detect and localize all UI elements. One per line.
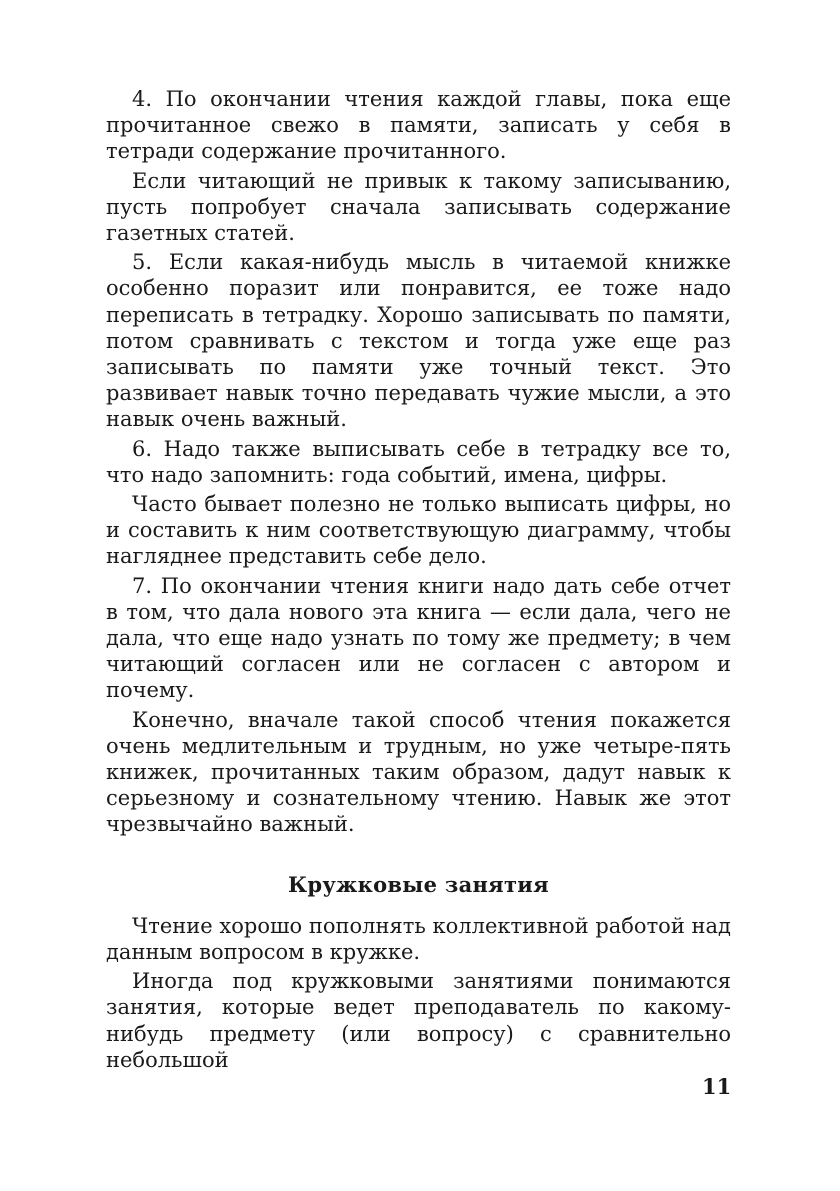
page-number: 11 (702, 1074, 732, 1099)
paragraph-item-5: 5. Если какая-нибудь мысль в читаемой книжке особенно поразит или понравится, ее тоже надо переписать в тетрадку. Хорошо записывать по памяти, потом сравнивать с текстом и тогда уже еще раз записывать по памяти уже точный текст. Это развивает навык точно передавать чужие мысли, а это навык очень важный. (106, 250, 731, 432)
paragraph-note-newspaper: Если читающий не привык к такому записыванию, пусть попробует сначала записывать содержание газетных статей. (106, 168, 731, 246)
section-heading: Кружковые занятия (287, 871, 550, 897)
paragraph-item-7: 7. По окончании чтения книги надо дать себе отчет в том, что дала нового эта книга — если дала, чего не дала, что еще надо узнать по тому же предмету; в чем читающий согласен или не согласен с автором и почему. (106, 573, 731, 703)
circle-studies-section (106, 913, 731, 1073)
paragraph-item-6: 6. Надо также выписывать себе в тетрадку все то, что надо запомнить: года событий, имена, цифры. (106, 436, 731, 487)
paragraph-conclusion: Конечно, вначале такой способ чтения покажется очень медлительным и трудным, но уже четыре-пять книжек, прочитанных таким образом, дадут навык к серьезному и сознательному чтению. Навык же этот чрезвычайно важный. (106, 707, 731, 837)
paragraph-item-4: 4. По окончании чтения каждой главы, пока еще прочитанное свежо в памяти, записать у себя в тетради содержание прочитанного. (106, 87, 731, 164)
book-page (106, 86, 731, 1073)
paragraph-note-diagram: Часто бывает полезно не только выписать цифры, но и составить к ним соответствующую диаграмму, чтобы нагляднее представить себе дело. (106, 492, 731, 569)
paragraph-circle-definition: Иногда под кружковыми занятиями понимаются занятия, которые ведет преподаватель по какому-нибудь предмету (или вопросу) с сравнительно небольшой (106, 969, 731, 1072)
reading-advice-section (106, 86, 731, 838)
paragraph-circle-intro: Чтение хорошо пополнять коллективной работой над данным вопросом в кружке. (106, 913, 731, 964)
